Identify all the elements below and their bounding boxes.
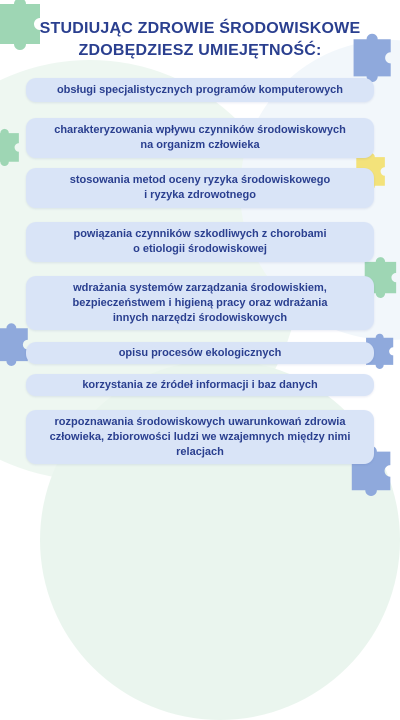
- list-item: [26, 222, 374, 262]
- list-item: [26, 118, 374, 158]
- list-item-text: opisu procesów ekologicznych: [118, 346, 282, 359]
- list-item-text: charakteryzowania wpływu czynników środowiskowych na organizm człowieka: [54, 124, 346, 151]
- list-item-text: wdrażania systemów zarządzania środowiskiem, bezpieczeństwem i higieną pracy oraz wdrażania innych narzędzi środowiskowych: [72, 281, 328, 324]
- list-item: [26, 78, 374, 102]
- list-item: [26, 342, 374, 364]
- list-item-text: korzystania ze źródeł informacji i baz danych: [82, 378, 318, 391]
- list-item-text: powiązania czynników szkodliwych z chorobami o etiologii środowiskowej: [73, 228, 327, 255]
- page-title-line: STUDIUJĄC ZDROWIE ŚRODOWISKOWE: [39, 20, 361, 37]
- list-item: [26, 168, 374, 208]
- list-item-text: stosowania metod oceny ryzyka środowiskowego i ryzyka zdrowotnego: [69, 174, 331, 201]
- list-item-text: rozpoznawania środowiskowych uwarunkowań zdrowia człowieka, zbiorowości ludzi we wzajemnych między nimi relacjach: [49, 415, 351, 458]
- page-title-line: ZDOBĘDZIESZ UMIEJĘTNOŚĆ:: [78, 42, 322, 59]
- list-item-text: obsługi specjalistycznych programów komputerowych: [56, 83, 344, 96]
- list-item: [26, 410, 374, 464]
- list-item: [26, 374, 374, 396]
- list-item: [26, 276, 374, 330]
